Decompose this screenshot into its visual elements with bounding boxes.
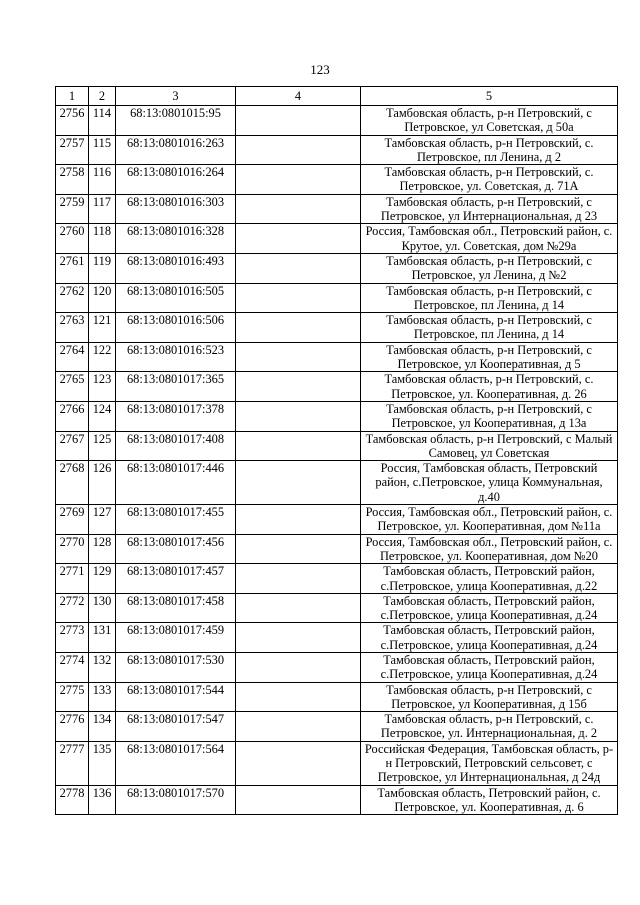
row-number-cell: 2773 [56, 623, 89, 653]
cadastral-number-cell: 68:13:0801017:564 [116, 741, 236, 785]
row-number-cell: 2759 [56, 194, 89, 224]
table-row [56, 313, 618, 343]
row-number-cell: 2768 [56, 461, 89, 505]
table-header-row [56, 87, 618, 106]
column-4-cell [236, 461, 361, 505]
address-cell: Тамбовская область, р-н Петровский, с Петровское, пл Ленина, д 14 [361, 283, 618, 313]
table-row [56, 461, 618, 505]
row-index-cell: 125 [89, 431, 116, 461]
row-index-cell: 122 [89, 342, 116, 372]
row-number-cell: 2776 [56, 712, 89, 742]
table-row [56, 505, 618, 535]
table-row [56, 431, 618, 461]
column-4-cell [236, 106, 361, 136]
row-index-cell: 133 [89, 682, 116, 712]
row-index-cell: 118 [89, 224, 116, 254]
column-4-cell [236, 194, 361, 224]
row-number-cell: 2767 [56, 431, 89, 461]
row-number-cell: 2757 [56, 135, 89, 165]
address-cell: Тамбовская область, р-н Петровский, с Петровское, ул Ленина, д №2 [361, 253, 618, 283]
row-number-cell: 2766 [56, 401, 89, 431]
address-cell: Тамбовская область, р-н Петровский, с. Петровское, ул. Интернациональная, д. 2 [361, 712, 618, 742]
column-4-cell [236, 652, 361, 682]
column-4-cell [236, 224, 361, 254]
cadastral-number-cell: 68:13:0801015:95 [116, 106, 236, 136]
row-number-cell: 2771 [56, 564, 89, 594]
row-index-cell: 126 [89, 461, 116, 505]
row-index-cell: 134 [89, 712, 116, 742]
row-number-cell: 2778 [56, 785, 89, 815]
address-cell: Тамбовская область, Петровский район, с.Петровское, улица Кооперативная, д.22 [361, 564, 618, 594]
address-cell: Тамбовская область, Петровский район, с.Петровское, улица Кооперативная, д.24 [361, 623, 618, 653]
column-header: 1 [56, 87, 89, 106]
table-row [56, 106, 618, 136]
table-row [56, 165, 618, 195]
row-index-cell: 120 [89, 283, 116, 313]
row-index-cell: 136 [89, 785, 116, 815]
column-4-cell [236, 431, 361, 461]
cadastral-number-cell: 68:13:0801017:456 [116, 534, 236, 564]
row-index-cell: 124 [89, 401, 116, 431]
row-index-cell: 132 [89, 652, 116, 682]
address-cell: Тамбовская область, р-н Петровский, с Петровское, ул Кооперативная, д 15б [361, 682, 618, 712]
row-index-cell: 131 [89, 623, 116, 653]
row-index-cell: 128 [89, 534, 116, 564]
registry-table [55, 86, 618, 815]
row-index-cell: 121 [89, 313, 116, 343]
column-header: 4 [236, 87, 361, 106]
cadastral-number-cell: 68:13:0801016:505 [116, 283, 236, 313]
address-cell: Российская Федерация, Тамбовская область, р-н Петровский, Петровский сельсовет, с Петровское, ул Интернациональная, д 24д [361, 741, 618, 785]
cadastral-number-cell: 68:13:0801017:365 [116, 372, 236, 402]
table-row [56, 372, 618, 402]
cadastral-number-cell: 68:13:0801016:506 [116, 313, 236, 343]
address-cell: Тамбовская область, р-н Петровский, с Малый Самовец, ул Советская [361, 431, 618, 461]
table-row [56, 593, 618, 623]
column-4-cell [236, 401, 361, 431]
cadastral-number-cell: 68:13:0801017:530 [116, 652, 236, 682]
row-number-cell: 2763 [56, 313, 89, 343]
row-index-cell: 115 [89, 135, 116, 165]
column-4-cell [236, 135, 361, 165]
table-row [56, 224, 618, 254]
address-cell: Тамбовская область, р-н Петровский, с Петровское, ул Кооперативная, д 5 [361, 342, 618, 372]
table-row [56, 253, 618, 283]
address-cell: Тамбовская область, р-н Петровский, с. Петровское, ул. Кооперативная, д. 26 [361, 372, 618, 402]
cadastral-number-cell: 68:13:0801016:264 [116, 165, 236, 195]
row-number-cell: 2772 [56, 593, 89, 623]
row-index-cell: 130 [89, 593, 116, 623]
row-index-cell: 135 [89, 741, 116, 785]
column-4-cell [236, 741, 361, 785]
column-4-cell [236, 342, 361, 372]
cadastral-number-cell: 68:13:0801016:303 [116, 194, 236, 224]
cadastral-number-cell: 68:13:0801016:493 [116, 253, 236, 283]
row-number-cell: 2770 [56, 534, 89, 564]
column-4-cell [236, 283, 361, 313]
address-cell: Тамбовская область, Петровский район, с.Петровское, улица Кооперативная, д.24 [361, 652, 618, 682]
column-4-cell [236, 165, 361, 195]
row-number-cell: 2769 [56, 505, 89, 535]
address-cell: Россия, Тамбовская обл., Петровский район, с. Крутое, ул. Советская, дом №29а [361, 224, 618, 254]
row-index-cell: 129 [89, 564, 116, 594]
row-index-cell: 123 [89, 372, 116, 402]
cadastral-number-cell: 68:13:0801016:523 [116, 342, 236, 372]
cadastral-number-cell: 68:13:0801017:457 [116, 564, 236, 594]
cadastral-number-cell: 68:13:0801017:446 [116, 461, 236, 505]
column-4-cell [236, 505, 361, 535]
table-row [56, 283, 618, 313]
table-row [56, 564, 618, 594]
column-4-cell [236, 623, 361, 653]
table-row [56, 342, 618, 372]
address-cell: Россия, Тамбовская обл., Петровский район, с. Петровское, ул. Кооперативная, дом №11а [361, 505, 618, 535]
column-header: 5 [361, 87, 618, 106]
column-4-cell [236, 564, 361, 594]
table-row [56, 401, 618, 431]
table-row [56, 135, 618, 165]
cadastral-number-cell: 68:13:0801017:544 [116, 682, 236, 712]
row-number-cell: 2775 [56, 682, 89, 712]
table-row [56, 623, 618, 653]
column-header: 2 [89, 87, 116, 106]
row-number-cell: 2777 [56, 741, 89, 785]
column-4-cell [236, 593, 361, 623]
cadastral-number-cell: 68:13:0801017:458 [116, 593, 236, 623]
row-number-cell: 2762 [56, 283, 89, 313]
column-4-cell [236, 253, 361, 283]
table-row [56, 712, 618, 742]
row-number-cell: 2758 [56, 165, 89, 195]
address-cell: Тамбовская область, р-н Петровский, с. Петровское, ул. Советская, д. 71А [361, 165, 618, 195]
row-number-cell: 2774 [56, 652, 89, 682]
row-index-cell: 116 [89, 165, 116, 195]
address-cell: Тамбовская область, Петровский район, с. Петровское, ул. Кооперативная, д. 6 [361, 785, 618, 815]
row-number-cell: 2756 [56, 106, 89, 136]
address-cell: Тамбовская область, Петровский район, с.Петровское, улица Кооперативная, д.24 [361, 593, 618, 623]
row-number-cell: 2761 [56, 253, 89, 283]
column-4-cell [236, 785, 361, 815]
address-cell: Россия, Тамбовская обл., Петровский район, с. Петровское, ул. Кооперативная, дом №20 [361, 534, 618, 564]
table-row [56, 534, 618, 564]
row-number-cell: 2760 [56, 224, 89, 254]
cadastral-number-cell: 68:13:0801017:408 [116, 431, 236, 461]
address-cell: Тамбовская область, р-н Петровский, с Петровское, пл Ленина, д 14 [361, 313, 618, 343]
address-cell: Тамбовская область, р-н Петровский, с Петровское, ул Кооперативная, д 13а [361, 401, 618, 431]
address-cell: Тамбовская область, р-н Петровский, с. Петровское, пл Ленина, д 2 [361, 135, 618, 165]
column-4-cell [236, 712, 361, 742]
address-cell: Тамбовская область, р-н Петровский, с Петровское, ул Советская, д 50а [361, 106, 618, 136]
table-row [56, 652, 618, 682]
table-row [56, 194, 618, 224]
table-row [56, 785, 618, 815]
column-4-cell [236, 682, 361, 712]
cadastral-number-cell: 68:13:0801017:570 [116, 785, 236, 815]
column-4-cell [236, 534, 361, 564]
cadastral-number-cell: 68:13:0801017:378 [116, 401, 236, 431]
column-4-cell [236, 313, 361, 343]
column-header: 3 [116, 87, 236, 106]
table-row [56, 682, 618, 712]
cadastral-number-cell: 68:13:0801017:455 [116, 505, 236, 535]
row-index-cell: 127 [89, 505, 116, 535]
address-cell: Тамбовская область, р-н Петровский, с Петровское, ул Интернациональная, д 23 [361, 194, 618, 224]
address-cell: Россия, Тамбовская область, Петровский район, с.Петровское, улица Коммунальная, д.40 [361, 461, 618, 505]
cadastral-number-cell: 68:13:0801017:547 [116, 712, 236, 742]
row-number-cell: 2764 [56, 342, 89, 372]
table-row [56, 741, 618, 785]
row-index-cell: 114 [89, 106, 116, 136]
row-number-cell: 2765 [56, 372, 89, 402]
row-index-cell: 119 [89, 253, 116, 283]
page-number: 123 [310, 62, 330, 77]
cadastral-number-cell: 68:13:0801017:459 [116, 623, 236, 653]
cadastral-number-cell: 68:13:0801016:328 [116, 224, 236, 254]
row-index-cell: 117 [89, 194, 116, 224]
cadastral-number-cell: 68:13:0801016:263 [116, 135, 236, 165]
column-4-cell [236, 372, 361, 402]
